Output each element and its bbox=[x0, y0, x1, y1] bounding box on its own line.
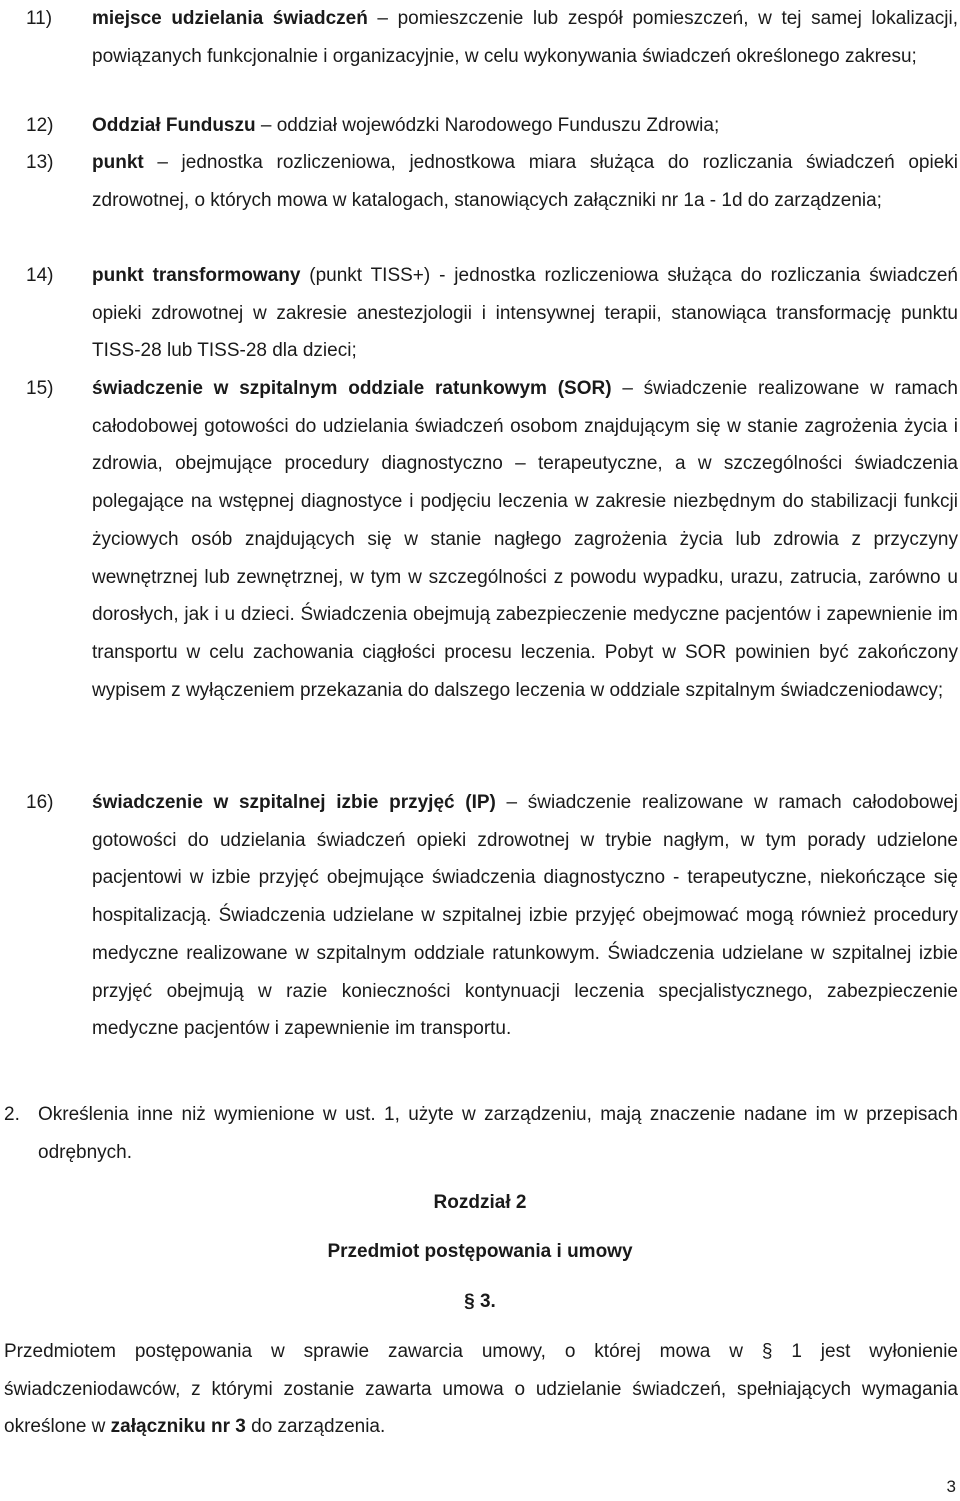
chapter-title: Rozdział 2 bbox=[433, 1192, 527, 1213]
definition-text: – jednostka rozliczeniowa, jednostkowa miara służąca do rozliczania świadczeń opieki zdrowotnej, o których mowa w katalogach, stanowiących załączniki nr 1a - 1d do zarządzenia; bbox=[92, 152, 958, 211]
section-2 bbox=[0, 1096, 958, 1171]
attachment-reference: załączniku nr 3 bbox=[110, 1416, 246, 1438]
definition-item-12 bbox=[26, 107, 958, 145]
paragraph-3-text bbox=[4, 1333, 958, 1446]
defined-term: Oddział Funduszu bbox=[92, 115, 256, 136]
definition-item-15 bbox=[26, 370, 958, 709]
chapter-subtitle: Przedmiot postępowania i umowy bbox=[327, 1241, 633, 1262]
paragraph-marker: § 3. bbox=[464, 1291, 496, 1312]
definition-text: – świadczenie realizowane w ramach całodobowej gotowości do udzielania świadczeń osobom znajdującym się w stanie zagrożenia życia i zdrowia, obejmujące procedury diagnostyczno – terapeutyczne, a w szczególności świadczenia polegające na wstępnej diagnostyce i podjęciu leczenia w zakresie niezbędnym do stabilizacji funkcji życiowych osób znajdujących się w stanie nagłego zagrożenia życia lub zdrowia z przyczyny wewnętrznej lub zewnętrznej, w tym w szczególności z powodu wypadku, urazu, zatrucia, zarówno u dorosłych, jak i u dzieci. Świadczenia obejmują zabezpieczenie medyczne pacjentów i zapewnienie im transportu w celu zachowania ciągłości procesu leczenia. Pobyt w SOR powinien być zakończony wypisem z wyłączeniem przekazania do dalszego leczenia w oddziale szpitalnym świadczeniodawcy; bbox=[92, 378, 958, 701]
item-body bbox=[92, 107, 958, 145]
definition-item-16 bbox=[26, 784, 958, 1048]
definition-text: (punkt TISS+) - jednostka rozliczeniowa służąca do rozliczania świadczeń opieki zdrowotnej w zakresie anestezjologii i intensywnej terapii, stanowiąca transformację punktu TISS-28 lub TISS-28 dla dzieci; bbox=[92, 265, 958, 362]
section-number: 2. bbox=[4, 1104, 20, 1125]
defined-term: punkt bbox=[92, 152, 144, 173]
definition-item-14 bbox=[26, 257, 958, 370]
definition-item-11 bbox=[26, 0, 958, 75]
item-number: 15) bbox=[26, 378, 54, 399]
item-number: 11) bbox=[26, 8, 53, 29]
section-text: Określenia inne niż wymienione w ust. 1, użyte w zarządzeniu, mają znaczenie nadane im w przepisach odrębnych. bbox=[38, 1104, 958, 1163]
page-number: 3 bbox=[946, 1477, 956, 1496]
item-body bbox=[92, 0, 958, 75]
item-body bbox=[92, 784, 958, 1048]
item-body bbox=[92, 144, 958, 219]
item-number: 12) bbox=[26, 115, 54, 136]
definition-text: – pomieszczenie lub zespół pomieszczeń, w tej samej lokalizacji, powiązanych funkcjonalnie i organizacyjnie, w celu wykonywania świadczeń określonego zakresu; bbox=[92, 8, 958, 67]
defined-term: świadczenie w szpitalnym oddziale ratunkowym (SOR) bbox=[92, 378, 612, 399]
paragraph-text-start: Przedmiotem postępowania w sprawie zawarcia umowy, o której mowa w § 1 jest wyłonienie świadczeniodawców, z którymi zostanie zawarta umowa o udzielanie świadczeń, spełniających wymagania określone w bbox=[4, 1341, 958, 1438]
item-number: 13) bbox=[26, 152, 54, 173]
definition-text: – oddział wojewódzki Narodowego Funduszu Zdrowia; bbox=[255, 115, 720, 136]
paragraph-text-end: do zarządzenia. bbox=[245, 1416, 386, 1438]
defined-term: miejsce udzielania świadczeń bbox=[92, 8, 368, 29]
definition-text: – świadczenie realizowane w ramach całodobowej gotowości do udzielania świadczeń opieki zdrowotnej w trybie nagłym, w tym porady udzielone pacjentowi w izbie przyjęć obejmujące świadczenia diagnostyczno - terapeutyczne, niekończące się hospitalizacją. Świadczenia udzielane w szpitalnej izbie przyjęć obejmować mogą również procedury medyczne realizowane w szpitalnym oddziale ratunkowym. Świadczenia udzielane w szpitalnej izbie przyjęć obejmują w razie konieczności kontynuacji leczenia specjalistycznego, zabezpieczenie medyczne pacjentów i zapewnienie im transportu. bbox=[92, 792, 958, 1040]
item-body bbox=[92, 257, 958, 370]
definition-item-13 bbox=[26, 144, 958, 219]
item-number: 14) bbox=[26, 265, 54, 286]
defined-term: punkt transformowany bbox=[92, 265, 301, 286]
item-body bbox=[92, 370, 958, 709]
defined-term: świadczenie w szpitalnej izbie przyjęć (IP) bbox=[92, 792, 496, 813]
item-number: 16) bbox=[26, 792, 54, 813]
